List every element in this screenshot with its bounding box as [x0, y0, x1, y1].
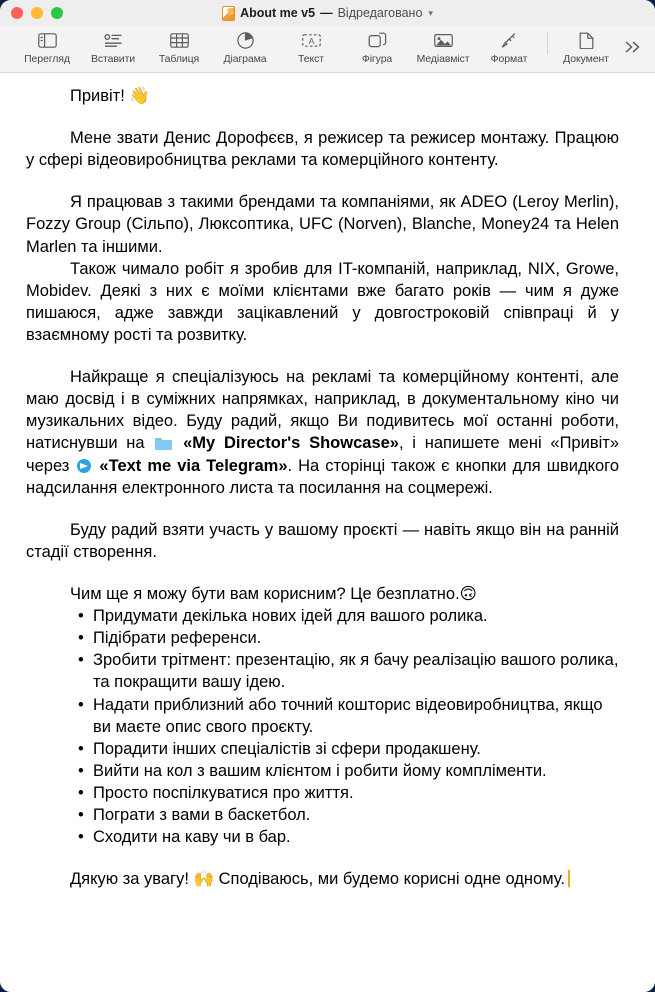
paragraph-brands: Я працював з такими брендами та компаніями, як ADEO (Leroy Merlin), Fozzy Group (Сільпо), Люксоптика, UFC (Norven), Blanche, Money24 та Helen Marlen та іншими. — [26, 193, 619, 256]
toolbar-button-table[interactable] — [146, 30, 212, 65]
toolbar-button-insert[interactable] — [80, 30, 146, 65]
toolbar-button-view[interactable] — [14, 30, 80, 65]
link-my-directors-showcase[interactable]: «My Director's Showcase» — [183, 434, 399, 453]
toolbar-button-document[interactable] — [553, 30, 619, 65]
list-item: • Надати приблизний або точний кошторис відеовиробництва, якщо ви маєте опис свого проєкту. — [78, 694, 619, 738]
toolbar-label-format: Формат — [490, 53, 528, 65]
zoom-window-button[interactable] — [51, 7, 63, 19]
specialization-text-part3: . На сторінці також є кнопки для швидкого надсилання електронного листа та посилання на соцмережі. — [26, 456, 619, 497]
chevron-down-icon[interactable]: ▾ — [428, 7, 433, 18]
specialization-text-part2: , і напишете мені «Привіт» через — [26, 434, 619, 475]
shape-icon — [368, 30, 387, 50]
toolbar-overflow-button[interactable] — [623, 40, 643, 59]
traffic-light-group — [11, 7, 63, 19]
document-edit-status: Відредаговано — [337, 6, 423, 20]
toolbar-label-chart: Діаграма — [223, 53, 267, 65]
document-canvas[interactable] — [0, 73, 655, 992]
close-window-button[interactable] — [11, 7, 23, 19]
list-item: • Просто поспілкуватися про життя. — [78, 782, 619, 804]
toolbar-label-media: Медіавміст — [416, 53, 470, 65]
closing-text-part1: Дякую за увагу! — [70, 870, 194, 889]
minimize-window-button[interactable] — [31, 7, 43, 19]
waving-hand-emoji: 👋 — [129, 86, 150, 105]
paragraph-specialization — [26, 366, 619, 499]
document-page-icon — [579, 30, 594, 50]
toolbar-divider — [547, 32, 548, 54]
format-brush-icon — [500, 30, 518, 50]
list-intro-text: Чим ще я можу бути вам корисним? Це безплатно. — [70, 584, 460, 603]
toolbar-button-text[interactable] — [278, 30, 344, 65]
window-titlebar — [0, 0, 655, 26]
closing-text-part2: Сподіваюсь, ми будемо корисні одне одному. — [214, 870, 565, 889]
toolbar-button-chart[interactable] — [212, 30, 278, 65]
toolbar-button-format[interactable] — [476, 30, 542, 65]
insert-list-icon — [104, 30, 123, 50]
table-grid-icon — [170, 30, 189, 50]
toolbar-button-shape[interactable] — [344, 30, 410, 65]
list-item: • Пограти з вами в баскетбол. — [78, 804, 619, 826]
toolbar-label-insert: Вставити — [90, 53, 136, 65]
paragraph-project-participation: Буду радий взяти участь у вашому проєкті — навіть якщо він на ранній стадії створення. — [26, 520, 619, 561]
text-box-icon — [302, 30, 321, 50]
paragraph-list-intro — [26, 583, 619, 605]
title-separator-dash: — — [320, 6, 333, 20]
specialization-text-part1: Найкраще я спеціалізуюсь на рекламі та комерційному контенті, але маю досвід і в суміжних напрямках, наприклад, в документальному кіно чи музикальних відео. Буду радий, якщо Ви подивитесь мої останні роботи, натиснувши на — [26, 368, 619, 453]
toolbar-label-view: Перегляд — [24, 53, 70, 65]
link-text-me-via-telegram[interactable]: «Text me via Telegram» — [99, 456, 288, 475]
double-chevron-right-icon — [623, 40, 643, 54]
list-item: • Зробити трітмент: презентацію, як я бачу реалізацію вашого ролика, та покращити вашу ідею. — [78, 649, 619, 693]
document-text-body[interactable] — [0, 73, 655, 890]
list-item: • Підібрати референси. — [78, 627, 619, 649]
services-bullet-list — [26, 605, 619, 848]
pages-document-icon — [222, 6, 235, 21]
text-cursor-caret — [568, 870, 570, 887]
toolbar-label-table: Таблиця — [158, 53, 200, 65]
toolbar-label-shape: Фігура — [361, 53, 393, 65]
svg-text:A: A — [308, 35, 314, 46]
list-item: • Вийти на кол з вашим клієнтом і робити йому компліменти. — [78, 760, 619, 782]
toolbar-items — [0, 30, 619, 65]
list-item: • Порадити інших спеціалістів зі сфери продакшену. — [78, 738, 619, 760]
upside-down-face-emoji: 🙃 — [459, 583, 477, 603]
paragraph-it-companies: Також чимало робіт я зробив для IT-компаній, наприклад, NIX, Growe, Mobidev. Деякі з них є моїми клієнтами вже багато років — чим я дуже пишаюся, адже завжди зацікавлений у довгостроковій співпраці й у взаємному рості та розвитку. — [26, 259, 619, 344]
paragraph-greeting — [26, 85, 619, 107]
document-name: About me v5 — [240, 6, 316, 20]
blue-folder-icon — [155, 437, 172, 450]
main-toolbar — [0, 26, 655, 73]
paragraph-intro: Мене звати Денис Дорофєєв, я режисер та режисер монтажу. Працюю у сфері відеовиробництва реклами та комерційного контенту. — [26, 129, 619, 170]
paragraph-closing — [26, 868, 619, 890]
toolbar-label-document: Документ — [563, 53, 609, 65]
list-item: • Сходити на каву чи в бар. — [78, 826, 619, 848]
toolbar-label-text: Текст — [298, 53, 324, 65]
media-image-icon — [434, 30, 453, 50]
telegram-icon — [77, 459, 91, 473]
toolbar-button-media[interactable] — [410, 30, 476, 65]
raising-hands-emoji: 🙌 — [193, 869, 215, 889]
list-item: • Придумати декілька нових ідей для вашого ролика. — [78, 605, 619, 627]
sidebar-view-icon — [38, 30, 57, 50]
window-title[interactable] — [222, 6, 433, 21]
pie-chart-icon — [237, 30, 254, 50]
greeting-text: Привіт! — [70, 87, 130, 105]
